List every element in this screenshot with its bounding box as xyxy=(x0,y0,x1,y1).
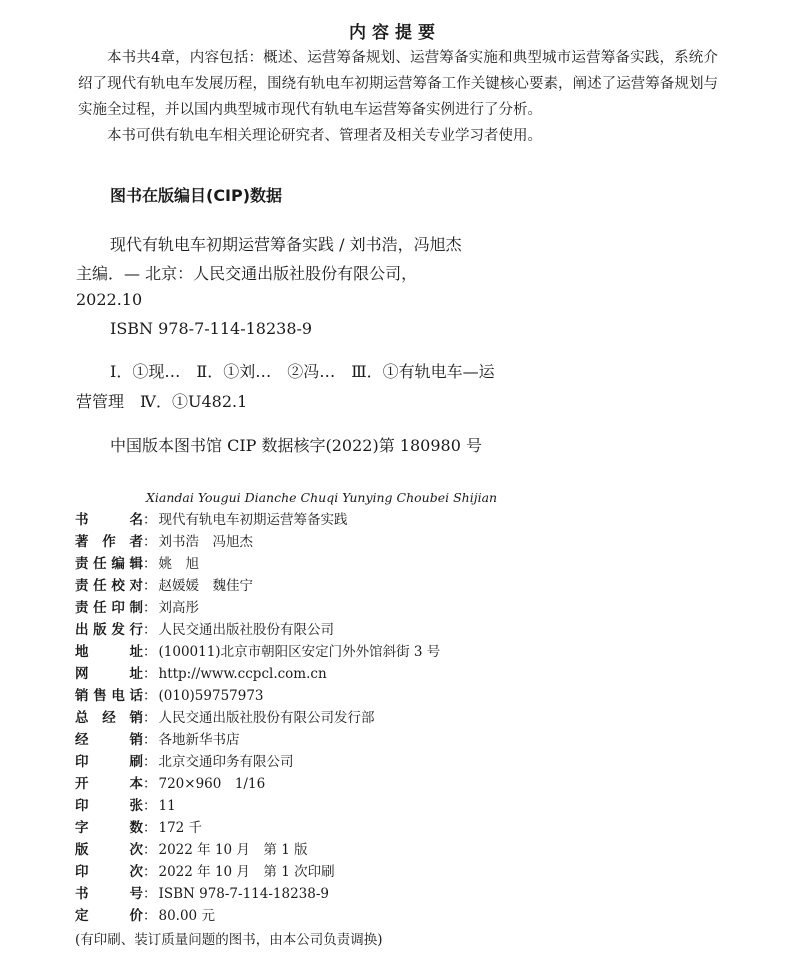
detail-value: http://www.ccpcl.com.cn xyxy=(158,666,327,682)
detail-label: 书号 xyxy=(75,886,143,902)
detail-value: 刘高彤 xyxy=(158,600,199,616)
detail-row-printing: 印次： 2022 年 10 月 第 1 次印刷 xyxy=(75,861,335,883)
detail-value: (010)59757973 xyxy=(158,688,264,704)
cip-line-3: 2022.10 xyxy=(76,290,143,309)
detail-value: 720×960 1/16 xyxy=(158,776,266,792)
book-title-pinyin: Xiandai Yougui Dianche Chuqi Yunying Choubei Shijian xyxy=(146,490,498,505)
detail-value: ISBN 978-7-114-18238-9 xyxy=(158,886,330,902)
detail-label: 总经销 xyxy=(75,710,143,726)
detail-label: 责任校对 xyxy=(75,578,143,594)
cip-line-6: 营管理 Ⅳ．①U482.1 xyxy=(76,392,248,411)
detail-label: 印张 xyxy=(75,798,143,814)
detail-label: 经销 xyxy=(75,732,143,748)
cip-line-2: 主编．— 北京：人民交通出版社股份有限公司， xyxy=(76,264,418,283)
detail-value: (100011)北京市朝阳区安定门外外馆斜街 3 号 xyxy=(158,644,441,660)
detail-row-edition: 版次： 2022 年 10 月 第 1 版 xyxy=(75,839,308,861)
detail-row-website: 网址： http://www.ccpcl.com.cn xyxy=(75,663,327,685)
detail-label: 网址 xyxy=(75,666,143,682)
cip-record-number: 中国版本图书馆 CIP 数据核字(2022)第 180980 号 xyxy=(110,436,482,455)
detail-label: 出版发行 xyxy=(75,622,143,638)
detail-row-publisher: 出版发行： 人民交通出版社股份有限公司 xyxy=(75,619,334,641)
detail-label: 著作者 xyxy=(75,534,143,550)
cip-isbn: ISBN 978-7-114-18238-9 xyxy=(110,319,313,338)
detail-label: 责任印制 xyxy=(75,600,143,616)
detail-row-editor: 责任编辑： 姚 旭 xyxy=(75,553,199,575)
detail-value: 人民交通出版社股份有限公司 xyxy=(158,622,334,638)
detail-row-sheets: 印张： 11 xyxy=(75,795,176,817)
detail-value: 80.00 元 xyxy=(158,908,215,924)
detail-row-title: 书名： 现代有轨电车初期运营筹备实践 xyxy=(75,509,348,531)
detail-label: 销售电话 xyxy=(75,688,143,704)
summary-heading: 内容提要 xyxy=(349,23,441,43)
detail-label: 开本 xyxy=(75,776,143,792)
detail-value: 172 千 xyxy=(158,820,203,836)
detail-value: 各地新华书店 xyxy=(158,732,240,748)
detail-label: 字数 xyxy=(75,820,143,836)
detail-row-phone: 销售电话： (010)59757973 xyxy=(75,685,264,707)
detail-row-format: 开本： 720×960 1/16 xyxy=(75,773,265,795)
detail-value: 11 xyxy=(158,798,176,814)
detail-row-general-distributor: 总经销： 人民交通出版社股份有限公司发行部 xyxy=(75,707,375,729)
detail-value: 赵媛媛 魏佳宁 xyxy=(158,578,253,594)
detail-label: 版次 xyxy=(75,842,143,858)
detail-value: 姚 旭 xyxy=(158,556,199,572)
detail-label: 定价 xyxy=(75,908,143,924)
detail-row-proofreader: 责任校对： 赵媛媛 魏佳宁 xyxy=(75,575,253,597)
detail-row-distributor: 经销： 各地新华书店 xyxy=(75,729,240,751)
detail-label: 书名 xyxy=(75,512,143,528)
detail-value: 2022 年 10 月 第 1 版 xyxy=(158,842,308,858)
detail-row-word-count: 字数： 172 千 xyxy=(75,817,202,839)
detail-label: 印刷 xyxy=(75,754,143,770)
cip-heading: 图书在版编目(CIP)数据 xyxy=(110,186,283,205)
detail-row-isbn: 书号： ISBN 978-7-114-18238-9 xyxy=(75,883,329,905)
detail-value: 人民交通出版社股份有限公司发行部 xyxy=(158,710,375,726)
detail-row-author: 著作者： 刘书浩 冯旭杰 xyxy=(75,531,253,553)
detail-value: 刘书浩 冯旭杰 xyxy=(158,534,253,550)
detail-value: 现代有轨电车初期运营筹备实践 xyxy=(158,512,348,528)
detail-value: 北京交通印务有限公司 xyxy=(158,754,294,770)
cip-line-5: Ⅰ．①现… Ⅱ．①刘… ②冯… Ⅲ．①有轨电车—运 xyxy=(110,362,495,381)
detail-label: 地址 xyxy=(75,644,143,660)
detail-row-printer: 印刷： 北京交通印务有限公司 xyxy=(75,751,294,773)
summary-paragraph-1: 本书共4章，内容包括：概述、运营筹备规划、运营筹备实施和典型城市运营筹备实践，系统介绍了现代有轨电车发展历程，围绕有轨电车初期运营筹备工作关键核心要素，阐述了运营筹备规划与实施全过程，并以国内典型城市现代有轨电车运营筹备实例进行了分析。 xyxy=(78,50,718,118)
detail-row-printing-supervisor: 责任印制： 刘高彤 xyxy=(75,597,199,619)
detail-row-price: 定价： 80.00 元 xyxy=(75,905,215,927)
detail-row-address: 地址： (100011)北京市朝阳区安定门外外馆斜街 3 号 xyxy=(75,641,440,663)
summary-paragraph-2: 本书可供有轨电车相关理论研究者、管理者及相关专业学习者使用。 xyxy=(107,128,542,144)
cip-line-1: 现代有轨电车初期运营筹备实践 / 刘书浩，冯旭杰 xyxy=(110,235,462,254)
detail-label: 责任编辑 xyxy=(75,556,143,572)
quality-notice: (有印刷、装订质量问题的图书，由本公司负责调换) xyxy=(75,932,383,948)
detail-value: 2022 年 10 月 第 1 次印刷 xyxy=(158,864,335,880)
detail-label: 印次 xyxy=(75,864,143,880)
